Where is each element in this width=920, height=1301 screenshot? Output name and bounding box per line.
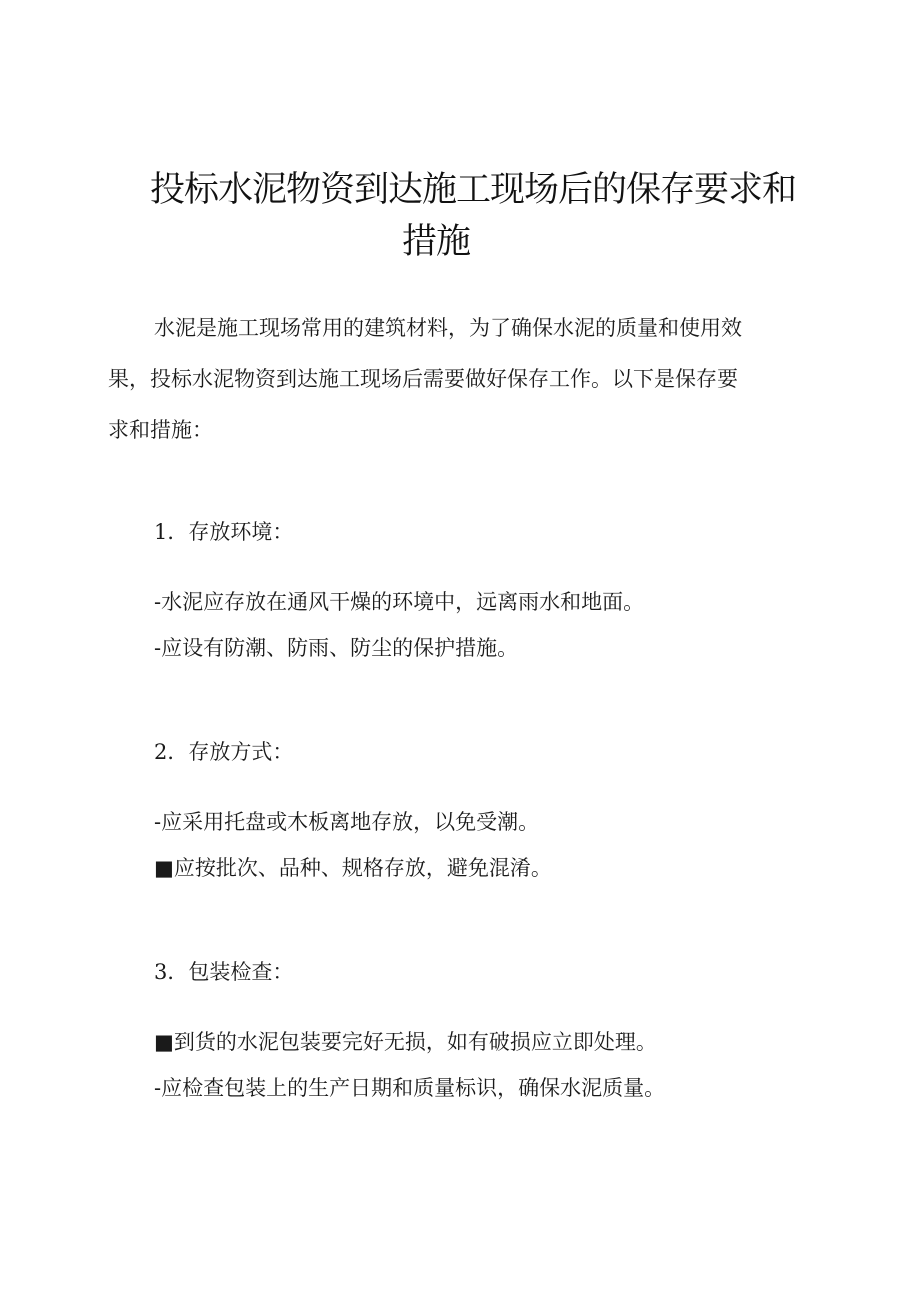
- list-item: [154, 806, 539, 836]
- list-item-text: 应设有防潮、防雨、防尘的保护措施。: [161, 636, 519, 660]
- section-heading-3: 3．包装检查：: [154, 960, 294, 984]
- intro-line-2: 果，投标水泥物资到达施工现场后需要做好保存工作。以下是保存要: [108, 367, 738, 391]
- dash-marker: -: [154, 636, 162, 660]
- intro-line-3: 求和措施：: [108, 418, 213, 442]
- list-item-text: 应按批次、品种、规格存放，避免混淆。: [173, 856, 552, 880]
- list-item: [154, 632, 518, 662]
- list-item: [154, 1026, 657, 1056]
- dash-marker: -: [154, 590, 162, 614]
- square-bullet-icon: ■: [154, 856, 174, 880]
- square-bullet-icon: ■: [154, 1030, 174, 1054]
- list-item-text: 应采用托盘或木板离地存放，以免受潮。: [161, 810, 540, 834]
- intro-line-1: 水泥是施工现场常用的建筑材料，为了确保水泥的质量和使用效: [154, 316, 742, 340]
- list-item: [154, 1072, 665, 1102]
- section-heading-1: 1．存放环境：: [154, 520, 294, 544]
- section-heading-2: 2．存放方式：: [154, 740, 294, 764]
- list-item-text: 水泥应存放在通风干燥的环境中，远离雨水和地面。: [161, 590, 645, 614]
- title-line-1: 投标水泥物资到达施工现场后的保存要求和: [150, 170, 797, 210]
- dash-marker: -: [154, 1076, 162, 1100]
- list-item-text: 到货的水泥包装要完好无损，如有破损应立即处理。: [173, 1030, 657, 1054]
- dash-marker: -: [154, 810, 162, 834]
- list-item: [154, 852, 552, 882]
- document-title: [150, 164, 810, 268]
- list-item-text: 应检查包装上的生产日期和质量标识，确保水泥质量。: [161, 1076, 666, 1100]
- title-line-2: 措施: [402, 222, 471, 262]
- list-item: [154, 586, 644, 616]
